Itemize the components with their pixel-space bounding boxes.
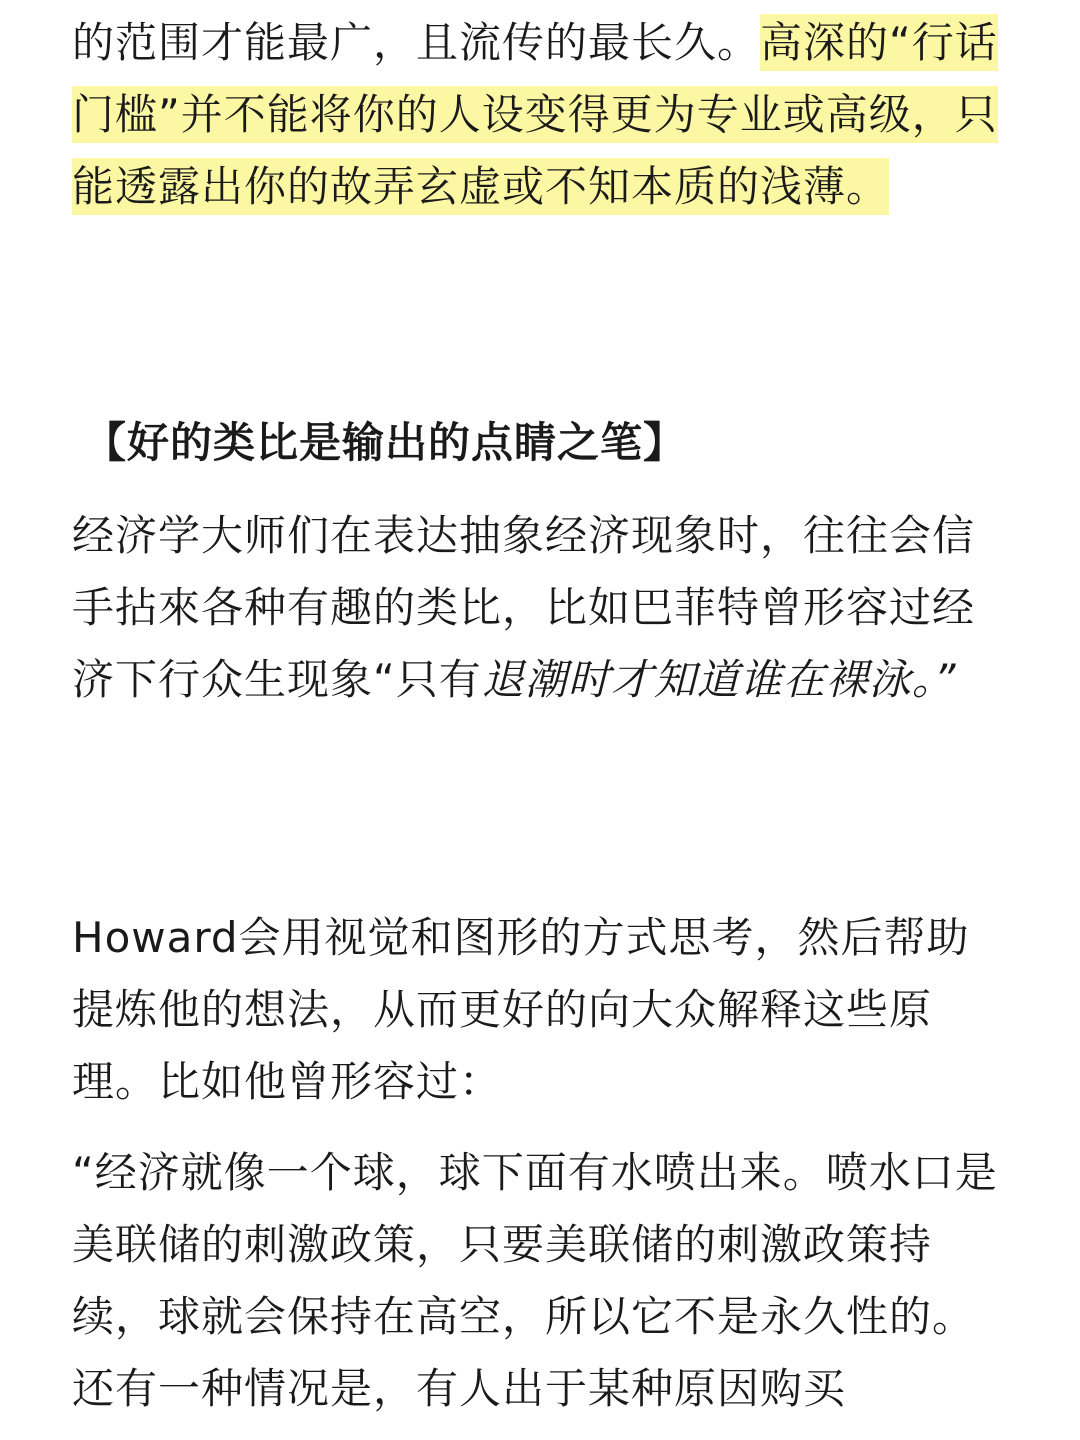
paragraph-analogy [72, 500, 1002, 716]
section-heading: 【好的类比是输出的点睛之笔】 [84, 418, 687, 467]
paragraph-intro-text: 的范围才能最广，且流传的最长久。 [72, 18, 761, 67]
paragraph-quote: “经济就像一个球，球下面有水喷出来。喷水口是美联储的刺激政策，只要美联储的刺激政策持续，球就会保持在高空，所以它不是永久性的。还有一种情况是，有人出于某种原因购买 [72, 1148, 998, 1413]
quote-italic: 退潮时才知道谁在裸泳。” [481, 655, 957, 704]
paragraph-intro [72, 7, 1002, 223]
paragraph-howard: Howard会用视觉和图形的方式思考，然后帮助提炼他的想法，从而更好的向大众解释这些原理。比如他曾形容过： [72, 913, 970, 1106]
highlighted-text: 高深的“行话门槛”并不能将你的人设变得更为专业或高级，只能透露出你的故弄玄虚或不知本质的浅薄。 [72, 14, 998, 215]
paragraph-analogy-text: 经济学大师们在表达抽象经济现象时，往往会信手拈來各种有趣的类比，比如巴菲特曾形容过经济下行众生现象“只有 [72, 511, 976, 704]
